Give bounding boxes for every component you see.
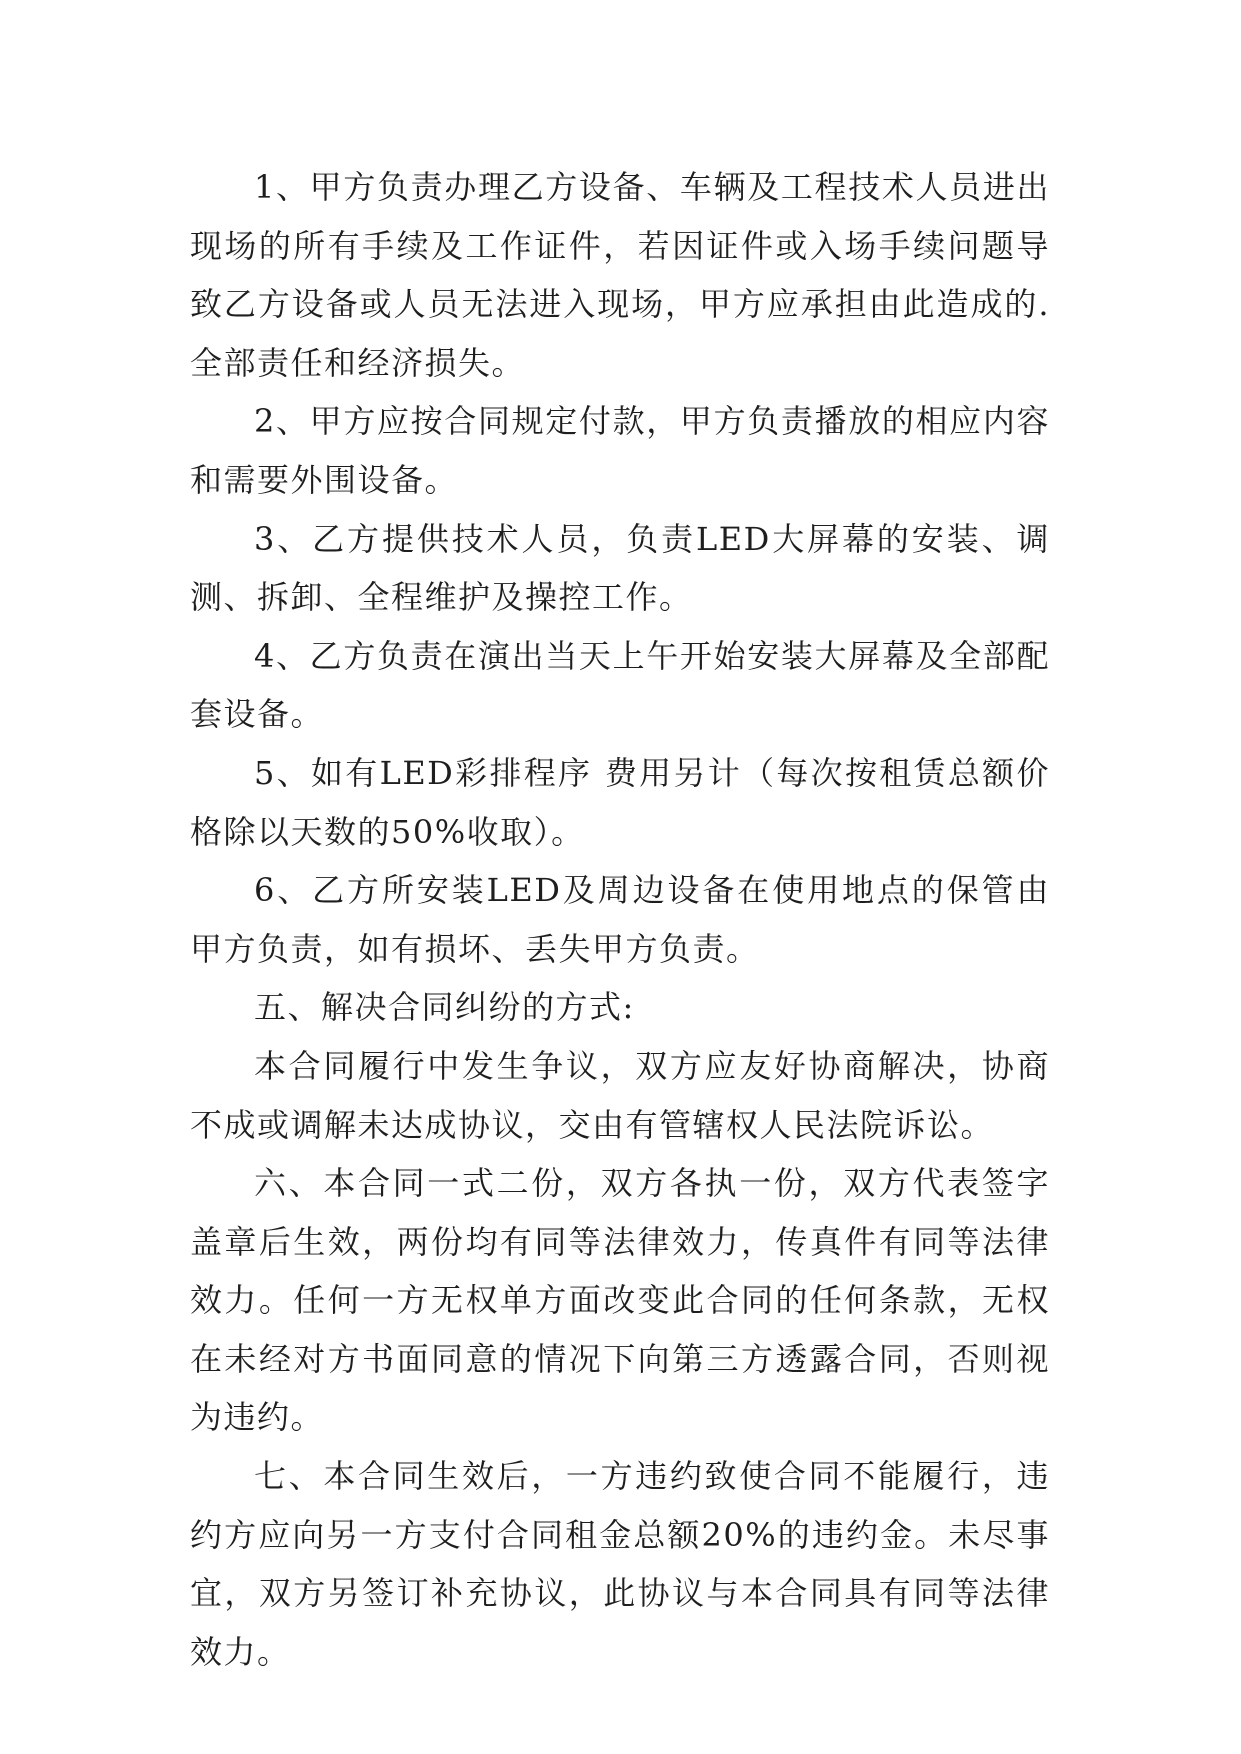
clause-5-paragraph: 5、如有LED彩排程序 费用另计（每次按租赁总额价格除以天数的50%收取）。 xyxy=(190,753,1050,851)
clause-6-paragraph: 6、乙方所安装LED及周边设备在使用地点的保管由甲方负责，如有损坏、丢失甲方负责。 xyxy=(190,871,1050,968)
clause-2-paragraph: 2、甲方应按合同规定付款，甲方负责播放的相应内容和需要外围设备。 xyxy=(190,402,1050,499)
section-6-paragraph: 六、本合同一式二份，双方各执一份，双方代表签字盖章后生效，两份均有同等法律效力，传真件有同等法律效力。任何一方无权单方面改变此合同的任何条款，无权在未经对方书面同意的情况下向第三方透露合同，否则视为违约。 xyxy=(190,1164,1050,1437)
clause-4-paragraph: 4、乙方负责在演出当天上午开始安装大屏幕及全部配套设备。 xyxy=(190,636,1050,734)
section-5-heading: 五、解决合同纠纷的方式: xyxy=(254,988,635,1027)
section-7-paragraph: 七、本合同生效后，一方违约致使合同不能履行，违约方应向另一方支付合同租金总额20%的违约金。未尽事宜，双方另签订补充协议，此协议与本合同具有同等法律效力。 xyxy=(190,1457,1050,1671)
clause-3-paragraph: 3、乙方提供技术人员，负责LED大屏幕的安装、调测、拆卸、全程维护及操控工作。 xyxy=(190,519,1050,617)
contract-body xyxy=(190,158,1050,1681)
dispute-resolution-paragraph: 本合同履行中发生争议，双方应友好协商解决，协商不成或调解未达成协议，交由有管辖权人民法院诉讼。 xyxy=(190,1046,1050,1144)
clause-1-paragraph: 1、甲方负责办理乙方设备、车辆及工程技术人员进出现场的所有手续及工作证件，若因证件或入场手续问题导致乙方设备或人员无法进入现场，甲方应承担由此造成的.全部责任和经济损失。 xyxy=(190,168,1050,382)
